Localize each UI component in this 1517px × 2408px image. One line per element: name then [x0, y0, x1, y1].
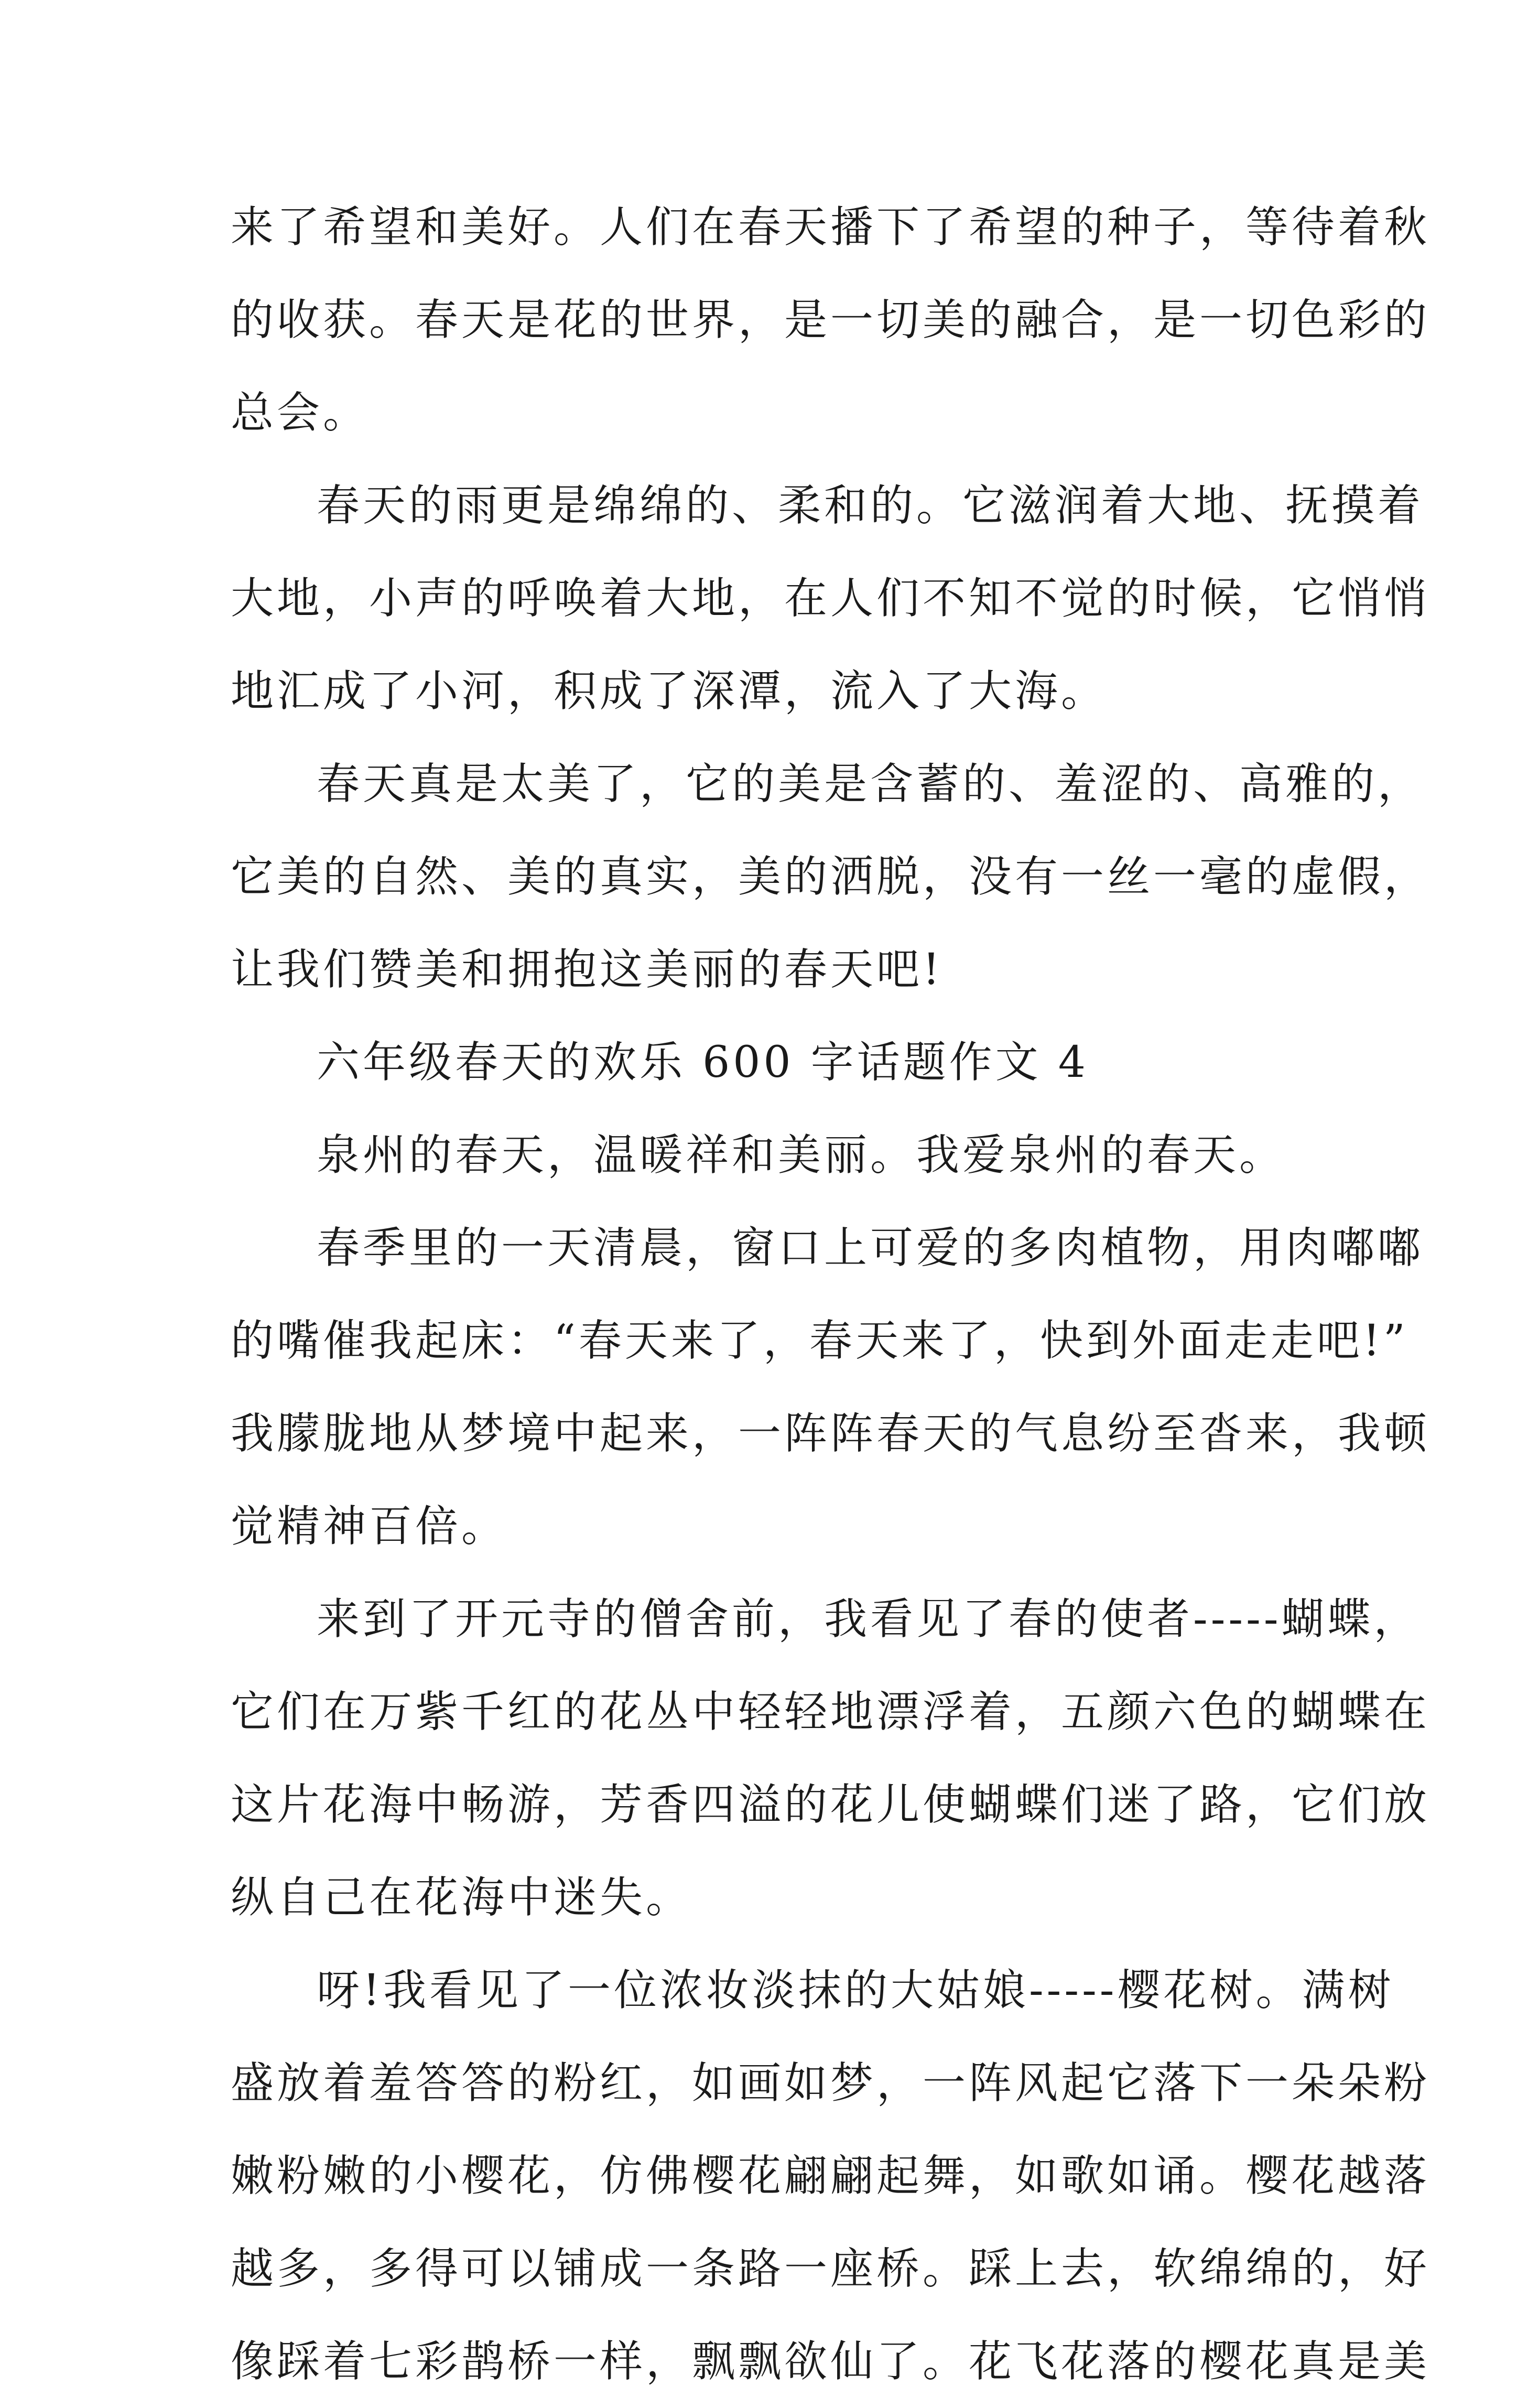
text-line: 大地，小声的呼唤着大地，在人们不知不觉的时候，它悄悄 — [231, 574, 1431, 623]
text-line: 我朦胧地从梦境中起来，一阵阵春天的气息纷至沓来，我顿 — [231, 1409, 1431, 1459]
text-line: 它美的自然、美的真实，美的洒脱，没有一丝一毫的虚假， — [231, 852, 1431, 902]
text-line: 它们在万紫千红的花丛中轻轻地漂浮着，五颜六色的蝴蝶在 — [231, 1687, 1431, 1737]
text-line: 总会。 — [231, 388, 370, 438]
text-line: 春天真是太美了，它的美是含蓄的、羞涩的、高雅的， — [317, 759, 1424, 809]
text-line: 觉精神百倍。 — [231, 1502, 508, 1551]
text-line: 来到了开元寺的僧舍前，我看见了春的使者-----蝴蝶， — [317, 1594, 1420, 1644]
text-line: 纵自己在花海中迷失。 — [231, 1873, 692, 1923]
text-line: 六年级春天的欢乐 600 字话题作文 4 — [317, 1038, 1089, 1087]
text-line: 呀!我看见了一位浓妆淡抹的大姑娘-----樱花树。满树 — [317, 1966, 1394, 2015]
text-line: 泉州的春天，温暖祥和美丽。我爱泉州的春天。 — [317, 1130, 1286, 1180]
text-line: 让我们赞美和拥抱这美丽的春天吧! — [231, 945, 943, 995]
text-line: 春季里的一天清晨，窗口上可爱的多肉植物，用肉嘟嘟 — [317, 1223, 1424, 1273]
text-line: 来了希望和美好。人们在春天播下了希望的种子，等待着秋 — [231, 202, 1431, 252]
text-line: 春天的雨更是绵绵的、柔和的。它滋润着大地、抚摸着 — [317, 481, 1424, 531]
text-line: 这片花海中畅游，芳香四溢的花儿使蝴蝶们迷了路，它们放 — [231, 1780, 1431, 1830]
text-line: 像踩着七彩鹊桥一样，飘飘欲仙了。花飞花落的樱花真是美 — [231, 2337, 1431, 2387]
text-line: 嫩粉嫩的小樱花，仿佛樱花翩翩起舞，如歌如诵。樱花越落 — [231, 2151, 1431, 2201]
text-line: 地汇成了小河，积成了深潭，流入了大海。 — [231, 666, 1108, 716]
text-line: 越多，多得可以铺成一条路一座桥。踩上去，软绵绵的，好 — [231, 2244, 1431, 2294]
essay-body — [231, 181, 1431, 2408]
text-line: 的收获。春天是花的世界，是一切美的融合，是一切色彩的 — [231, 295, 1431, 345]
text-line: 的嘴催我起床：“春天来了，春天来了，快到外面走走吧!” — [231, 1316, 1408, 1366]
text-line: 盛放着羞答答的粉红，如画如梦，一阵风起它落下一朵朵粉 — [231, 2058, 1431, 2108]
